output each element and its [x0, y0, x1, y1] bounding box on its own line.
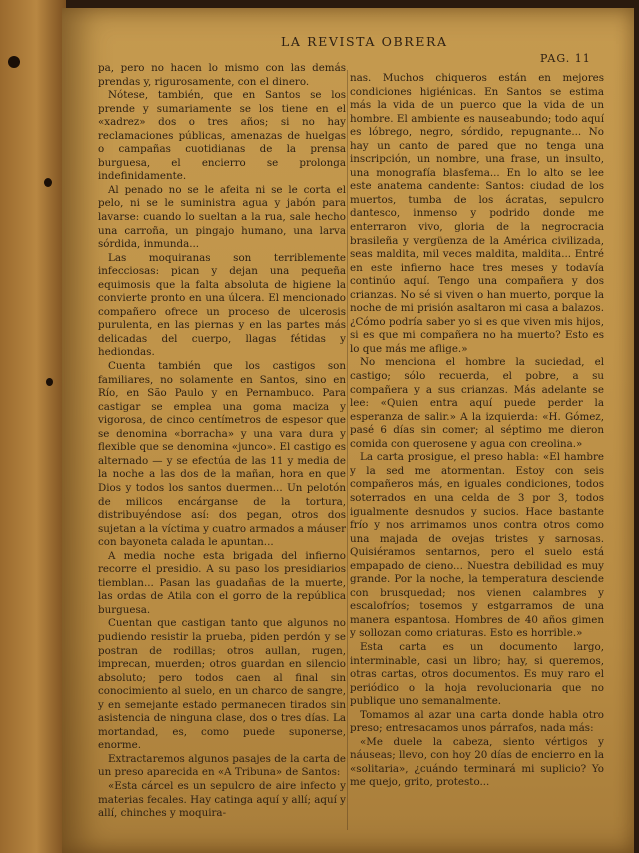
paragraph: pa, pero no hacen lo mismo con las demás prendas y, rigurosamente, con el dinero.	[98, 62, 346, 88]
paragraph: Las moquiranas son terriblemente infecciosas: pican y dejan una pequeña equimosis que la falta absoluta de higiene la convierte pronto en una úlcera. El mencionado compañero ofrece un proceso de ulcerosis purulenta, en las piernas y en las partes más delicadas del cuerpo, llagas fétidas y hediondas.	[98, 251, 346, 359]
paragraph: Nótese, también, que en Santos se los prende y sumariamente se los tiene en el «xadrez» dos o tres años; si no hay reclamaciones públicas, amenazas de huelgas o campañas cuotidianas de la prensa burguesa, el encierro se prolonga indefinidamente.	[98, 89, 346, 183]
page-number: PAG. 11	[540, 52, 591, 65]
binding-edge	[0, 0, 66, 853]
paragraph: Cuentan que castigan tanto que algunos no pudiendo resistir la prueba, piden perdón y se postran de rodillas; otros aullan, rugen, imprecan, muerden; otros guardan en silencio absoluto; pero todos caen al final sin conocimiento al suelo, en un charco de sangre, y en semejante estado permanecen tirados sin asistencia de ninguna clase, dos o tres días. La mortandad, es, como puede suponerse, enorme.	[98, 617, 346, 752]
paragraph: Cuenta también que los castigos son familiares, no solamente en Santos, sino en Río, en São Paulo y en Pernambuco. Para castigar se emplea una goma maciza y vigorosa, de cinco centímetros de espesor que se denomina «borracha» y una vara dura y flexible que se denomina «junco». El castigo es alternado — y se efectúa de las 11 y media de la noche a las dos de la mañan, hora en que Dios y todos los santos duermen... Un pelotón de milicos encárganse de la tortura, distribuyéndose así: dos pegan, otros dos sujetan a la víctima y cuatro armados a máuser con bayoneta calada le apuntan...	[98, 360, 346, 549]
paragraph: Esta carta es un documento largo, interminable, casi un libro; hay, si queremos, otras cartas, otros documentos. Es muy raro el periódico o la hoja revolucionaria que no publique uno semanalmente.	[350, 640, 604, 708]
paragraph: «Esta cárcel es un sepulcro de aire infecto y materias fecales. Hay catinga aquí y allí; aquí y allí, chinches y moquira-	[98, 779, 346, 820]
magazine-title: LA REVISTA OBRERA	[281, 34, 448, 49]
paragraph: No menciona el hombre la suciedad, el castigo; sólo recuerda, el pobre, a su compañera y a sus crianzas. Más adelante se lee: «Quien entra aquí puede perder la esperanza de salir.» A la izquierda: «H. Gómez, pasé 6 días sin comer; al séptimo me dieron comida con querosene y agua con creolina.»	[350, 356, 604, 450]
page-header	[62, 34, 634, 65]
binding-hole	[46, 378, 53, 386]
binding-hole	[8, 56, 20, 68]
paragraph: A media noche esta brigada del infierno recorre el presidio. A su paso los presidiarios tiemblan... Pasan las guadañas de la muerte, las ordas de Atila con el gorro de la república burguesa.	[98, 549, 346, 616]
column-divider	[347, 70, 348, 830]
paragraph: «Me duele la cabeza, siento vértigos y náuseas; llevo, con hoy 20 días de encierro en la «solitaria», ¿cuándo terminará mi suplicio? Yo me quejo, grito, protesto...	[350, 735, 604, 789]
binding-hole	[44, 178, 52, 187]
paragraph: La carta prosigue, el preso habla: «El hambre y la sed me atormentan. Estoy con seis compañeros más, en iguales condiciones, todos soterrados en una celda de 3 por 3, todos igualmente desnudos y sucios. Hace bastante frío y nos arrimamos unos contra otros como una majada de ovejas tristes y sarnosas. Quisiéramos sentarnos, pero el suelo está empapado de cieno... Nuestra debilidad es muy grande. Por la noche, la temperatura desciende con brusquedad; nos vienen calambres y escalofríos; tosemos y estgarramos de una manera espantosa. Hombres de 40 años gimen y sollozan como criaturas. Esto es horrible.»	[350, 451, 604, 640]
paragraph: nas. Muchos chiqueros están en mejores condiciones higiénicas. En Santos se estima más la vida de un puerco que la vida de un hombre. El ambiente es nauseabundo; todo aquí es lóbrego, negro, sórdido, repugnante... No hay un canto de pared que no tenga una inscripción, un nombre, una frase, un insulto, una monografía blasfema... En lo alto se lee este anatema candente: Santos: ciudad de los muertos, tumba de los ácratas, sepulcro dantesco, inmenso y podrido donde me enterraron vivo, gloria de la negrocracia brasileña y vergüenza de la América civilizada, seas maldita, mil veces maldita, maldita... Entré en este infierno hace tres meses y todavía continúo aquí. Tengo una compañera y dos crianzas. No sé si viven o han muerto, porque la noche de mi prisión asaltaron mi casa a balazos. ¿Cómo podría saber yo si es que viven mis hijos, si es que mi compañera no ha muerto? Esto es lo que más me aflige.»	[350, 72, 604, 355]
left-column	[98, 62, 346, 821]
paragraph: Tomamos al azar una carta donde habla otro preso; entresacamos unos párrafos, nada más:	[350, 708, 604, 735]
paragraph: Al penado no se le afeita ni se le corta el pelo, ni se le suministra agua y jabón para lavarse: cuando lo sueltan a la rua, sale hecho una carroña, un pingajo humano, una larva sórdida, inmunda...	[98, 183, 346, 251]
paragraph: Extractaremos algunos pasajes de la carta de un preso aparecida en «A Tribuna» de Santos:	[98, 752, 346, 779]
right-column	[350, 72, 604, 790]
